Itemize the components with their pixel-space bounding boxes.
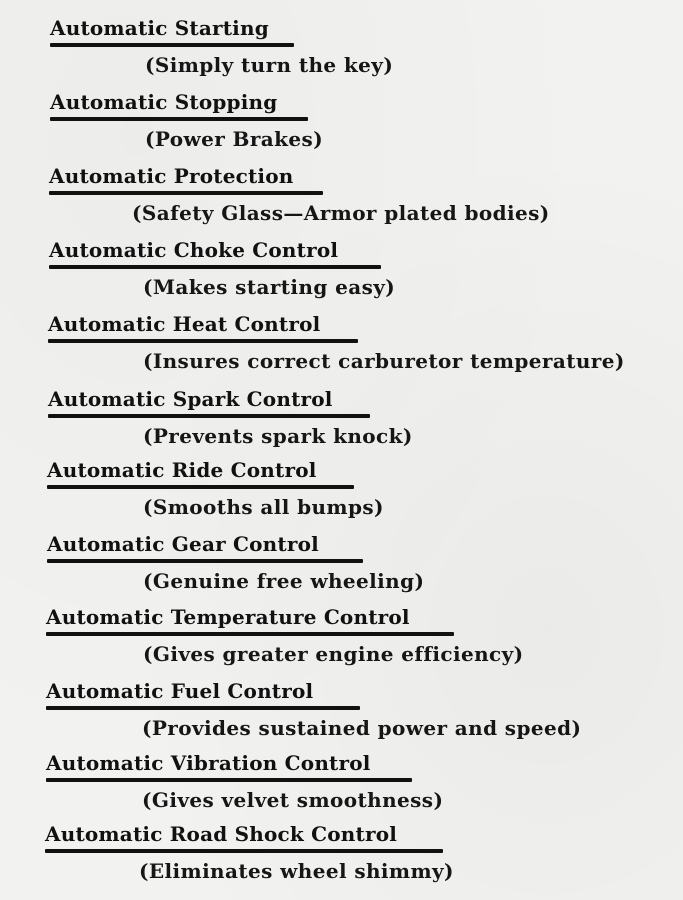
feature-description: (Prevents spark knock): [143, 424, 413, 448]
feature-description: (Makes starting easy): [143, 275, 396, 299]
heading-underline: [48, 339, 358, 343]
feature-description: (Gives greater engine efficiency): [143, 642, 524, 666]
feature-heading: Automatic Stopping: [50, 90, 278, 114]
feature-entry: [0, 530, 683, 603]
feature-heading: Automatic Starting: [50, 16, 269, 40]
feature-heading: Automatic Vibration Control: [46, 751, 371, 775]
feature-heading: Automatic Spark Control: [48, 387, 333, 411]
feature-entry: [0, 603, 683, 676]
feature-entry: [0, 820, 683, 893]
feature-description: (Power Brakes): [145, 127, 324, 151]
feature-heading: Automatic Road Shock Control: [45, 822, 398, 846]
feature-heading: Automatic Protection: [49, 164, 294, 188]
feature-description: (Safety Glass—Armor plated bodies): [132, 201, 550, 225]
heading-underline: [50, 43, 294, 47]
feature-entry: [0, 162, 683, 235]
feature-entry: [0, 310, 683, 383]
feature-entry: [0, 677, 683, 750]
feature-description: (Simply turn the key): [145, 53, 394, 77]
feature-entry: [0, 749, 683, 822]
feature-heading: Automatic Gear Control: [47, 532, 319, 556]
heading-underline: [45, 849, 443, 853]
heading-underline: [48, 414, 370, 418]
heading-underline: [47, 485, 354, 489]
heading-underline: [46, 632, 454, 636]
feature-heading: Automatic Ride Control: [47, 458, 317, 482]
heading-underline: [49, 191, 323, 195]
heading-underline: [46, 706, 360, 710]
feature-heading: Automatic Heat Control: [48, 312, 321, 336]
feature-description: (Eliminates wheel shimmy): [139, 859, 454, 883]
feature-entry: [0, 88, 683, 161]
feature-entry: [0, 456, 683, 529]
feature-description: (Insures correct carburetor temperature): [143, 349, 625, 373]
feature-heading: Automatic Temperature Control: [46, 605, 410, 629]
heading-underline: [49, 265, 381, 269]
feature-heading: Automatic Choke Control: [49, 238, 339, 262]
feature-description: (Gives velvet smoothness): [142, 788, 444, 812]
heading-underline: [50, 117, 308, 121]
feature-entry: [0, 236, 683, 309]
feature-entry: [0, 14, 683, 87]
feature-heading: Automatic Fuel Control: [46, 679, 314, 703]
feature-description: (Genuine free wheeling): [143, 569, 425, 593]
feature-description: (Provides sustained power and speed): [142, 716, 582, 740]
feature-description: (Smooths all bumps): [143, 495, 384, 519]
heading-underline: [46, 778, 412, 782]
heading-underline: [47, 559, 363, 563]
feature-entry: [0, 385, 683, 458]
